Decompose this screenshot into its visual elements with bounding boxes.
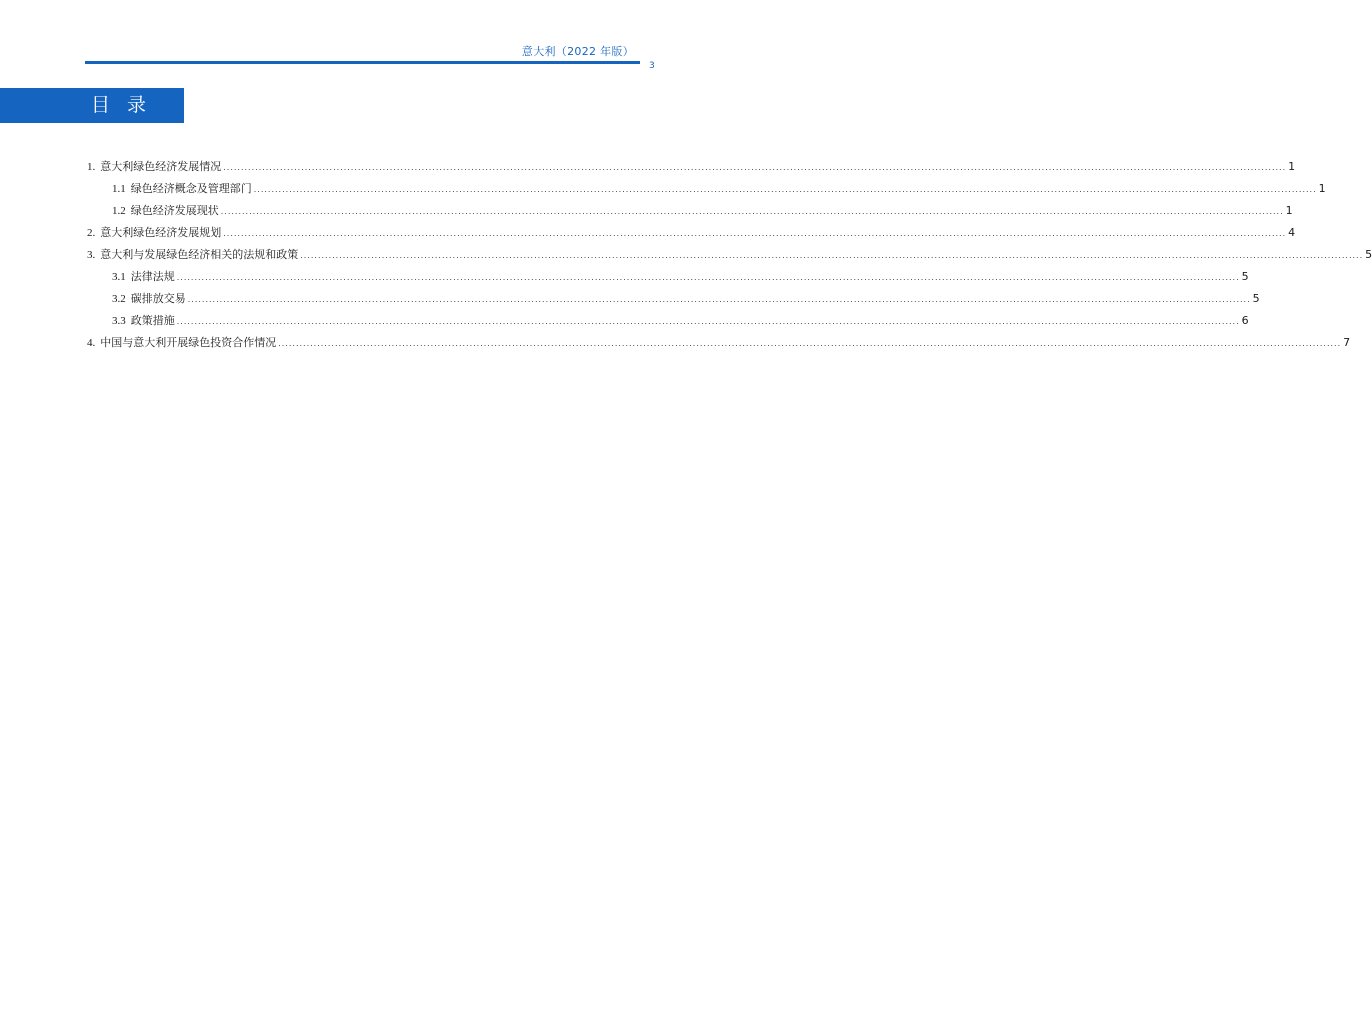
toc-entry-title: 绿色经济概念及管理部门	[130, 182, 252, 195]
toc-entry-page: 4	[1288, 226, 1296, 239]
toc-entry-number: 3.	[87, 249, 96, 261]
dot-leader: ............................................................................................................................................................................................................................................................................................................	[253, 185, 1317, 194]
toc-entry-title: 意大利绿色经济发展规划	[100, 226, 222, 239]
toc-entry[interactable]	[87, 288, 1260, 310]
dot-leader: ............................................................................................................................................................................................................................................................................................................	[176, 317, 1240, 326]
toc-entry-number: 1.	[87, 161, 96, 173]
dot-leader: ............................................................................................................................................................................................................................................................................................................	[176, 273, 1240, 282]
toc-entry[interactable]	[87, 266, 1249, 288]
table-of-contents	[87, 156, 1372, 354]
dot-leader: ............................................................................................................................................................................................................................................................................................................	[220, 207, 1284, 216]
header-rule	[85, 61, 640, 64]
toc-entry-page: 1	[1285, 204, 1293, 217]
toc-entry[interactable]	[87, 244, 1372, 266]
toc-entry[interactable]	[87, 332, 1351, 354]
dot-leader: ............................................................................................................................................................................................................................................................................................................	[300, 251, 1364, 260]
dot-leader: ............................................................................................................................................................................................................................................................................................................	[223, 163, 1287, 172]
toc-entry-page: 7	[1343, 336, 1351, 349]
toc-entry[interactable]	[87, 310, 1249, 332]
toc-entry-title: 碳排放交易	[130, 292, 186, 305]
toc-entry-page: 5	[1365, 248, 1372, 261]
toc-entry-title: 政策措施	[130, 314, 175, 327]
dot-leader: ............................................................................................................................................................................................................................................................................................................	[187, 295, 1251, 304]
toc-entry-title: 中国与意大利开展绿色投资合作情况	[100, 336, 277, 349]
side-mark: 3	[649, 61, 655, 71]
dot-leader: ............................................................................................................................................................................................................................................................................................................	[278, 339, 1342, 348]
toc-entry-page: 1	[1318, 182, 1326, 195]
toc-entry-number: 2.	[87, 227, 96, 239]
toc-entry-number: 4.	[87, 337, 96, 349]
toc-entry[interactable]	[87, 222, 1296, 244]
toc-entry-number: 1.2	[112, 205, 126, 217]
toc-entry-number: 3.1	[112, 271, 126, 283]
toc-entry-title: 意大利绿色经济发展情况	[100, 160, 222, 173]
dot-leader: ............................................................................................................................................................................................................................................................................................................	[223, 229, 1287, 238]
toc-entry-number: 1.1	[112, 183, 126, 195]
toc-entry-title: 意大利与发展绿色经济相关的法规和政策	[100, 248, 299, 261]
toc-entry[interactable]	[87, 178, 1326, 200]
toc-heading: 目录	[91, 94, 164, 116]
toc-entry-number: 3.2	[112, 293, 126, 305]
toc-entry[interactable]	[87, 200, 1293, 222]
toc-entry-title: 绿色经济发展现状	[130, 204, 219, 217]
toc-entry-title: 法律法规	[130, 270, 175, 283]
running-header: 意大利（2022 年版）	[521, 45, 634, 58]
toc-banner	[0, 88, 184, 123]
toc-entry-page: 1	[1288, 160, 1296, 173]
toc-entry[interactable]	[87, 156, 1296, 178]
toc-entry-page: 6	[1241, 314, 1249, 327]
toc-entry-number: 3.3	[112, 315, 126, 327]
toc-entry-page: 5	[1241, 270, 1249, 283]
toc-entry-page: 5	[1252, 292, 1260, 305]
